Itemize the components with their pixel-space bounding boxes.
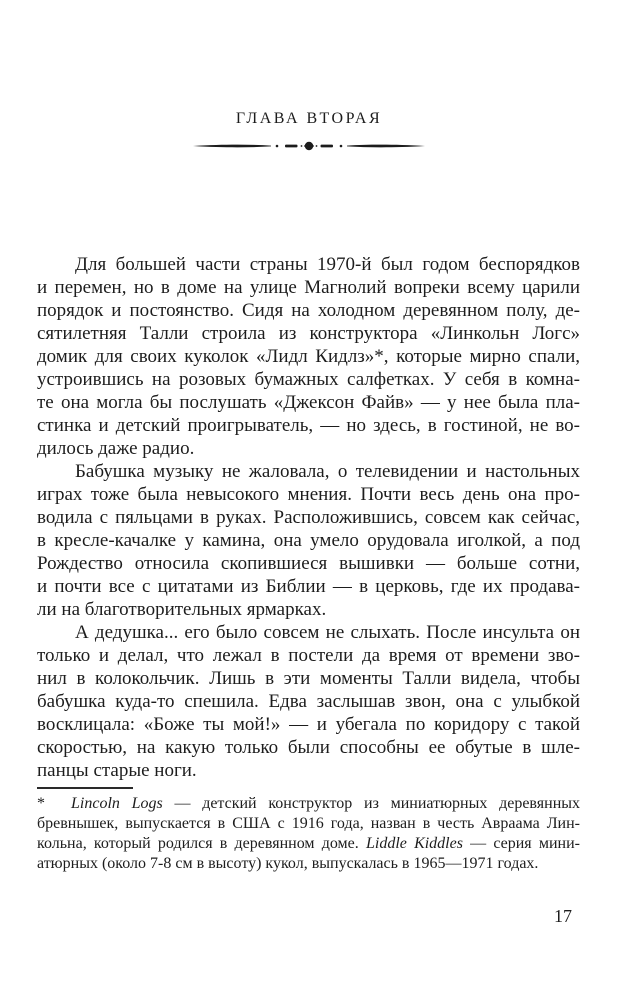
footnote-line	[37, 814, 580, 834]
footnote-run: — детский конструктор из миниатюрных деревянных	[162, 795, 581, 812]
footnote-marker: *	[37, 795, 45, 812]
footnote-run: атюрных (около 7-8 см в высоту) кукол, выпускалась в 1965—1971 годах.	[37, 855, 539, 872]
text-line: сятилетняя Талли строила из конструктора «Линкольн Логс»	[37, 323, 580, 344]
text-line: стинка и детский проигрыватель, — но здесь, в гостиной, не во-	[37, 415, 580, 436]
footnote-run: — серия мини-	[462, 835, 581, 852]
text-line: и почти все с цитатами из Библии — в церковь, где их продава-	[37, 576, 580, 597]
page-number: 17	[554, 906, 572, 926]
chapter-title: ГЛАВА ВТОРАЯ	[235, 110, 383, 127]
footnote-italic-term: Lincoln Logs	[71, 795, 163, 812]
footnote-line	[37, 794, 580, 814]
text-line: те она могла бы послушать «Джексон Файв» — у нее была пла-	[37, 392, 580, 413]
footnote-separator	[37, 787, 133, 789]
footnote-line	[37, 834, 580, 854]
footnote-italic-term: Liddle Kiddles	[365, 835, 463, 852]
text-line: восклицала: «Боже ты мой!» — и убегала по коридору с такой	[37, 714, 580, 735]
text-line: скоростью, на какую только были способны ее обутые в шле-	[37, 737, 580, 758]
chapter-divider-ornament	[0, 139, 618, 157]
text-line: ли на благотворительных ярмарках.	[37, 599, 327, 620]
paragraph	[37, 621, 580, 782]
text-line: дилось даже радио.	[37, 438, 195, 459]
divider-flourish-icon	[193, 140, 425, 152]
text-line: устроившись на розовых бумажных салфетках. У себя в комна-	[37, 369, 580, 390]
paragraph	[37, 253, 580, 460]
text-line: и перемен, но в доме на улице Магнолий вопреки всему царили	[37, 277, 580, 298]
text-line: нил в колокольчик. Лишь в эти моменты Талли видела, чтобы	[37, 668, 580, 689]
text-line: в кресле-качалке у камина, она умело орудовала иголкой, а под	[37, 530, 580, 551]
text-line: водила с пяльцами в руках. Расположившись, совсем как сейчас,	[37, 507, 580, 528]
text-line: порядок и постоянство. Сидя на холодном деревянном полу, де-	[37, 300, 580, 321]
text-line: А дедушка... его было совсем не слыхать. После инсульта он	[75, 622, 580, 643]
body-text	[37, 253, 580, 782]
text-line: панцы старые ноги.	[37, 760, 197, 781]
text-line: Для большей части страны 1970-й был годом беспорядков	[75, 254, 580, 275]
footnote-run: бревнышек, выпускается в США с 1916 года, назван в честь Авраама Лин-	[37, 815, 580, 832]
text-line: только и делал, что лежал в постели да время от времени зво-	[37, 645, 580, 666]
text-line: бабушка куда-то спешила. Едва заслышав звон, она с улыбкой	[37, 691, 580, 712]
text-line: играх тоже была невысокого мнения. Почти весь день она про-	[37, 484, 580, 505]
footnote-run: кольна, который родился в деревянном доме.	[37, 835, 366, 852]
text-line: Рождество относила скопившиеся вышивки — больше сотни,	[37, 553, 580, 574]
text-line: Бабушка музыку не жаловала, о телевидении и настольных	[75, 461, 580, 482]
footnote-line	[37, 854, 580, 874]
footnote-text	[37, 794, 580, 874]
text-line: домик для своих куколок «Лидл Кидлз»*, которые мирно спали,	[37, 346, 580, 367]
paragraph	[37, 460, 580, 621]
